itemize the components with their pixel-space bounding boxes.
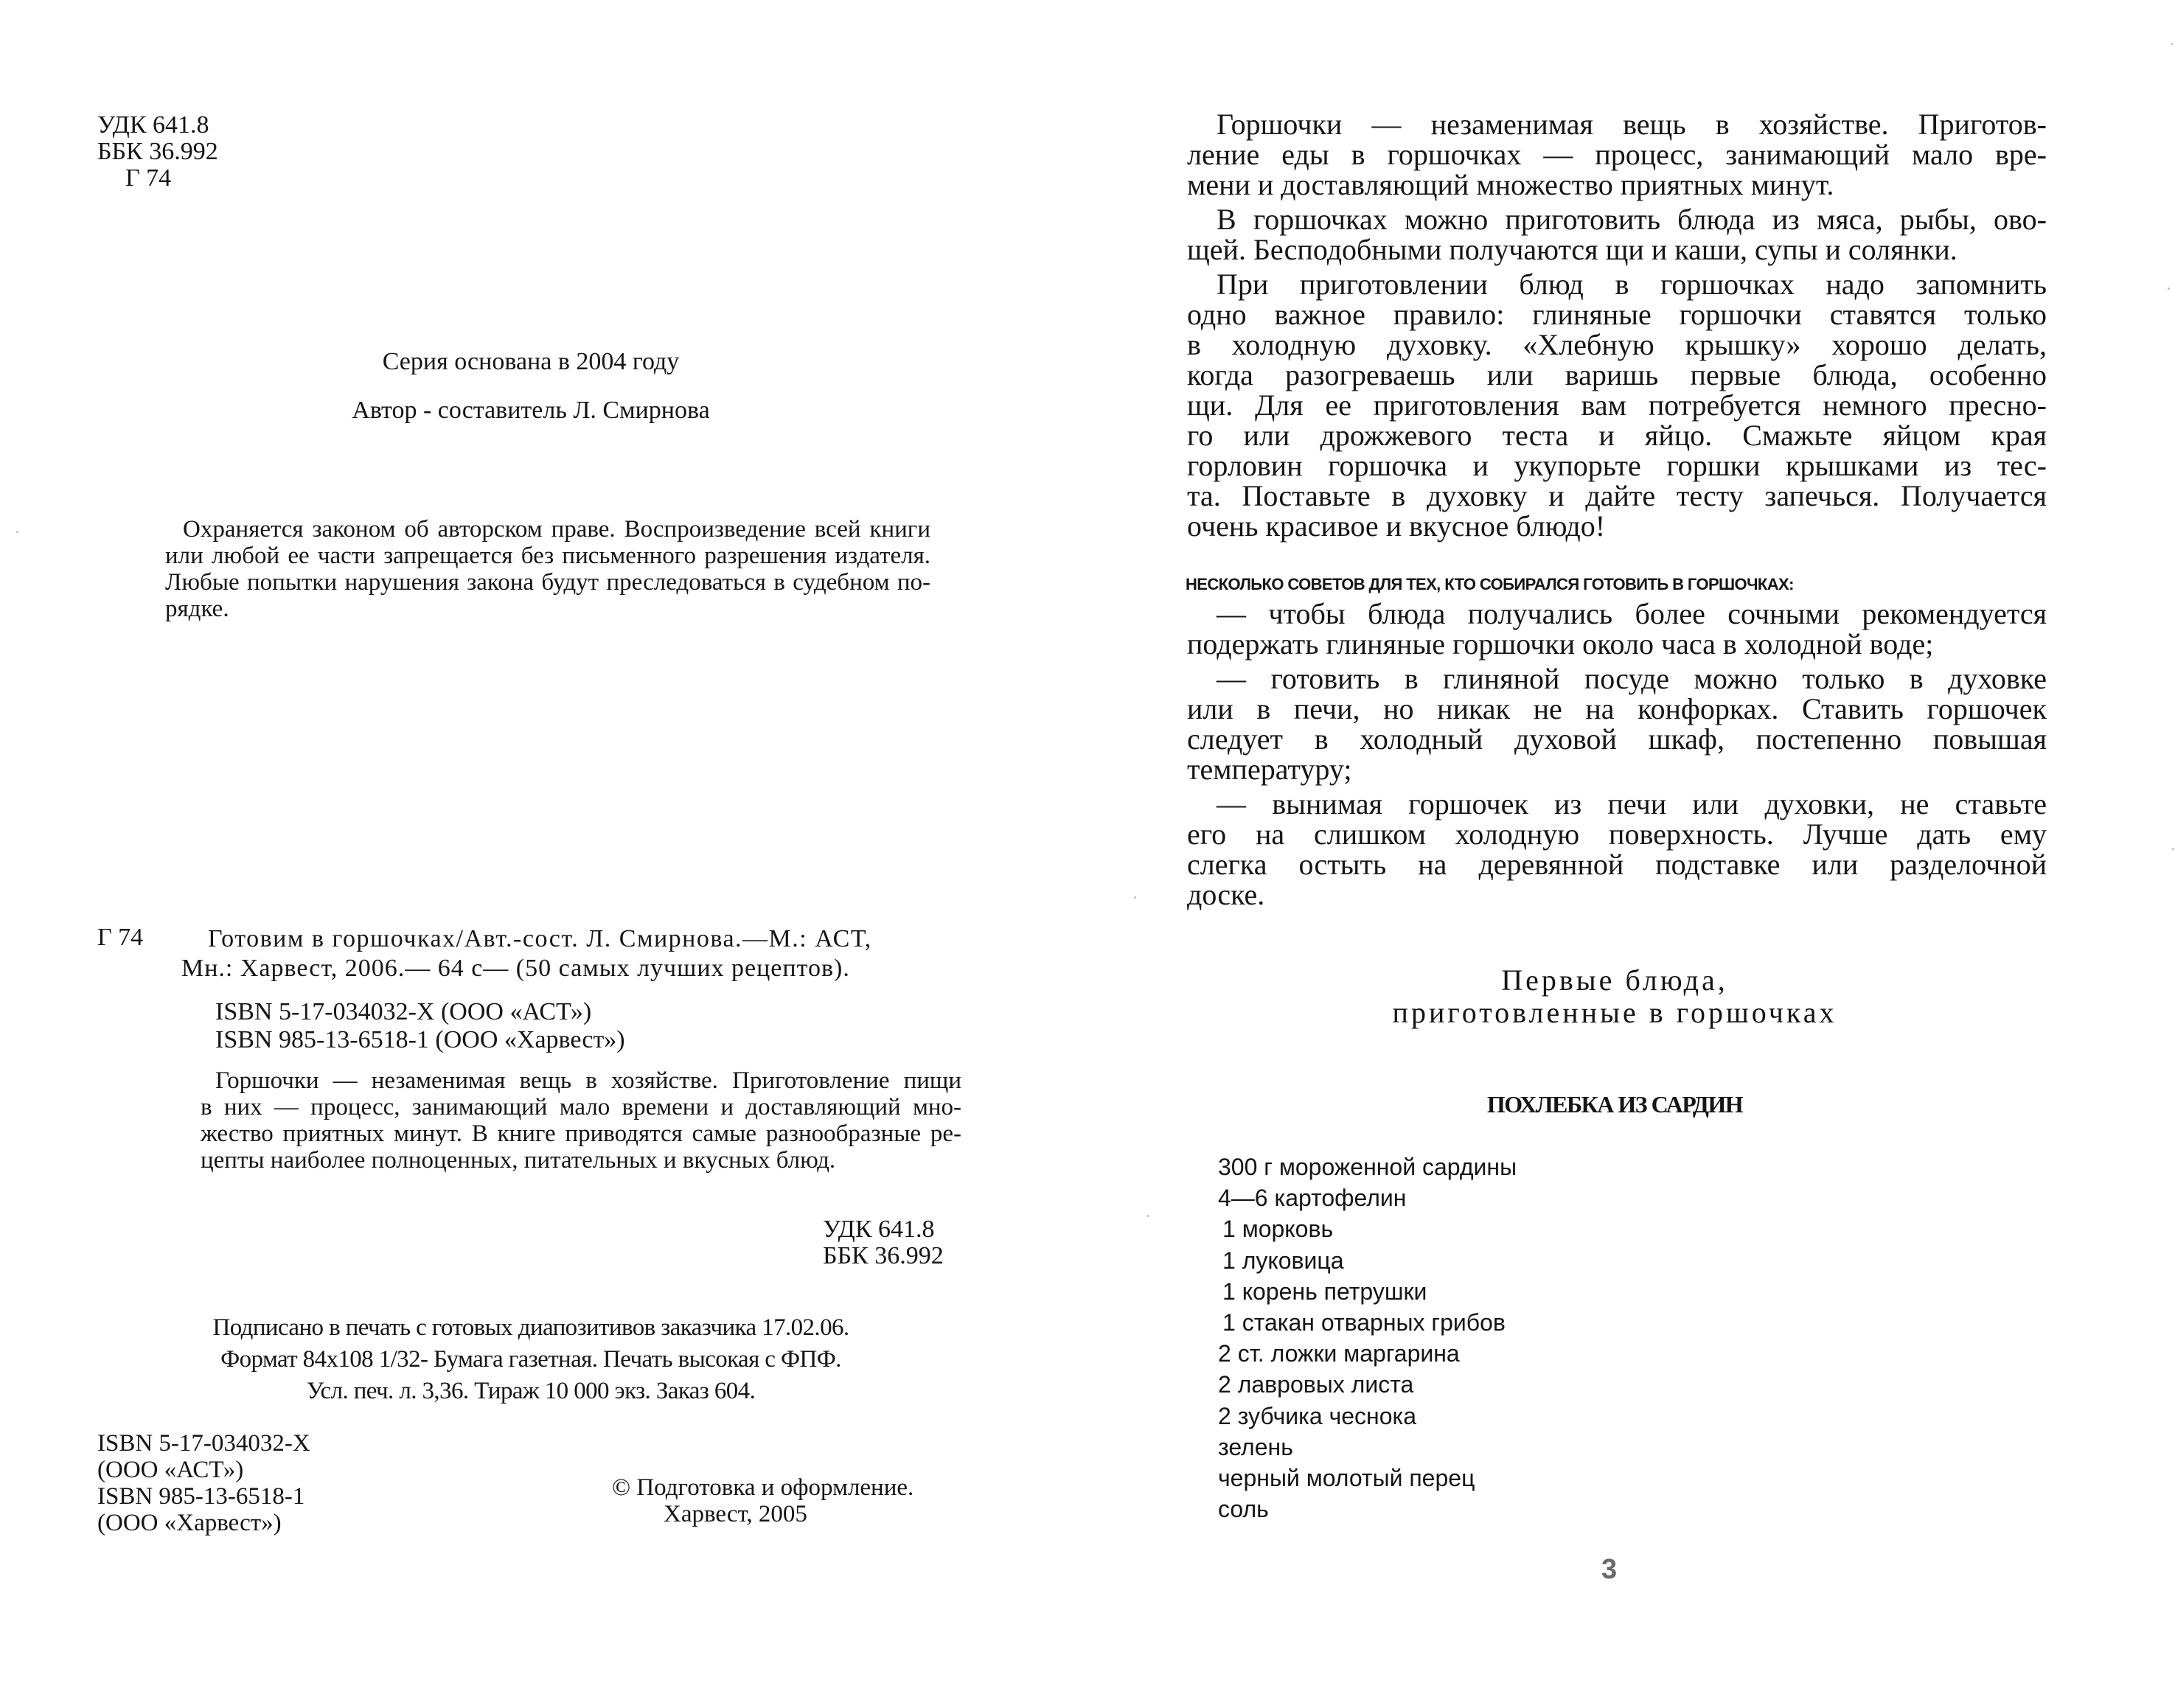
- tip-line: — вынимая горшочек из печи или духовки, не ставьте: [1217, 787, 2047, 820]
- catalog-entry-line: Готовим в горшочках/Авт.-сост. Л. Смирнова.—М.: АСТ,: [208, 925, 872, 952]
- intro-line: щей. Бесподобными получаются щи и каши, супы и солянки.: [1187, 233, 1958, 266]
- udk-classification-top: [97, 112, 218, 192]
- intro-line: одно важное правило: глиняные горшочки ставятся только: [1187, 298, 2047, 331]
- intro-line: горловин горшочка и укупорьте горшки крышками из тес-: [1187, 449, 2047, 482]
- ingredient-item: 2 зубчика чеснока: [1218, 1402, 1416, 1429]
- ingredient-item: черный молотый перец: [1218, 1465, 1475, 1492]
- tip-line: — чтобы блюда получались более сочными рекомендуется: [1217, 597, 2047, 630]
- ingredient-item: 1 корень петрушки: [1222, 1277, 1427, 1305]
- scan-speck: [2172, 848, 2174, 850]
- bbk-code: ББК 36.992: [97, 138, 218, 165]
- tip-item: [1187, 663, 2047, 784]
- abstract-line: в них — процесс, занимающий мало времени и доставляющий мно-: [201, 1094, 961, 1120]
- section-title-line: приготовленные в горшочках: [1392, 996, 1837, 1029]
- intro-line: очень красивое и вкусное блюдо!: [1187, 509, 1606, 543]
- intro-line: когда разогреваешь или варишь первые блюда, особенно: [1187, 358, 2047, 391]
- preparation-credit: [612, 1474, 914, 1527]
- tip-item: [1187, 599, 2047, 659]
- intro-line: го или дрожжевого теста и яйцо. Смажьте яйцом края: [1187, 419, 2047, 452]
- ingredient-item: 1 морковь: [1222, 1216, 1334, 1243]
- intro-line: В горшочках можно приготовить блюда из мяса, рыбы, ово-: [1217, 203, 2047, 236]
- tips-list: [1187, 599, 2047, 910]
- tip-line: следует в холодный духовой шкаф, постепенно повышая: [1187, 722, 2047, 756]
- preparation-credit-line: © Подготовка и оформление.: [612, 1474, 914, 1501]
- intro-line: мени и доставляющий множество приятных минут.: [1187, 168, 1834, 201]
- ingredient-item: 1 стакан отварных грибов: [1222, 1309, 1506, 1336]
- author-mark: Г 74: [125, 164, 172, 192]
- intro-line: Горшочки — незаменимая вещь в хозяйстве. Приготов-: [1217, 108, 2047, 141]
- intro-text: [1187, 109, 2047, 541]
- copyright-line: Любые попытки нарушения закона будут преследоваться в судебном по-: [165, 569, 930, 596]
- isbn-footer-line: ISBN 5-17-034032-X: [97, 1430, 310, 1457]
- tip-line: слегка остыть на деревянной подставке или разделочной: [1187, 848, 2047, 881]
- print-info-line: Формат 84x108 1/32- Бумага газетная. Печать высокая с ФПФ.: [220, 1346, 841, 1373]
- ingredients-list: [1218, 1151, 1517, 1524]
- series-note: Серия основана в 2004 году: [382, 348, 680, 375]
- isbn-block: [215, 998, 625, 1054]
- intro-line: в холодную духовку. «Хлебную крышку» хорошо делать,: [1187, 328, 2047, 361]
- abstract-line: цепты наиболее полноценных, питательных и вкусных блюд.: [201, 1147, 836, 1174]
- preparation-credit-line: Харвест, 2005: [664, 1501, 807, 1527]
- ingredient-item: зелень: [1218, 1433, 1293, 1460]
- bbk-code: ББК 36.992: [823, 1242, 944, 1269]
- print-info-line: Подписано в печать с готовых диапозитивов заказчика 17.02.06.: [212, 1314, 849, 1341]
- section-title: [1180, 964, 2050, 1029]
- scan-speck: [1147, 1215, 1149, 1217]
- scan-speck: [2168, 287, 2170, 290]
- scan-speck: [2171, 43, 2173, 45]
- tips-heading: НЕСКОЛЬКО СОВЕТОВ ДЛЯ ТЕХ, КТО СОБИРАЛСЯ ГОТОВИТЬ В ГОРШОЧКАХ:: [1186, 575, 1794, 593]
- abstract-line: жество приятных минут. В книге приводятся самые разнообразные ре-: [201, 1120, 961, 1147]
- tip-item: [1187, 789, 2047, 910]
- copyright-line: или любой ее части запрещается без письменного разрешения издателя.: [165, 543, 930, 569]
- intro-line: При приготовлении блюд в горшочках надо запомнить: [1217, 268, 2047, 301]
- copyright-line: рядке.: [165, 596, 229, 622]
- ingredient-item: 300 г мороженной сардины: [1218, 1154, 1517, 1180]
- intro-paragraph: [1187, 204, 2047, 265]
- ingredient-item: 1 луковица: [1222, 1247, 1344, 1274]
- tip-line: или в печи, но никак не на конфорках. Ставить горшочек: [1187, 692, 2047, 725]
- udk-code: УДК 641.8: [97, 111, 209, 139]
- udk-classification-bottom: [823, 1216, 944, 1269]
- page-number: 3: [1601, 1554, 1618, 1585]
- ingredient-item: 2 лавровых листа: [1218, 1371, 1414, 1398]
- isbn-footer: [97, 1430, 310, 1536]
- print-info-line: Усл. печ. л. 3,36. Тираж 10 000 экз. Заказ 604.: [306, 1378, 756, 1404]
- isbn-line: ISBN 985-13-6518-1 (ООО «Харвест»): [215, 1026, 625, 1053]
- tip-line: его на слишком холодную поверхность. Лучше дать ему: [1187, 818, 2047, 851]
- isbn-line: ISBN 5-17-034032-X (ООО «АСТ»): [215, 998, 592, 1025]
- tip-line: — готовить в глиняной посуде можно только в духовке: [1217, 662, 2047, 695]
- section-title-line: Первые блюда,: [1501, 963, 1728, 997]
- tip-line: доске.: [1187, 878, 1265, 911]
- author-note: Автор - составитель Л. Смирнова: [352, 397, 710, 424]
- copyright-line: Охраняется законом об авторском праве. Воспроизведение всей книги: [183, 516, 930, 543]
- ingredient-item: соль: [1218, 1496, 1269, 1523]
- isbn-footer-line: (ООО «Харвест»): [97, 1510, 282, 1536]
- isbn-footer-line: (ООО «АСТ»): [97, 1457, 244, 1483]
- abstract-line: Горшочки — незаменимая вещь в хозяйстве. Приготовление пищи: [215, 1067, 961, 1094]
- book-abstract: [201, 1067, 961, 1174]
- intro-line: та. Поставьте в духовку и дайте тесту запечься. Получается: [1187, 479, 2047, 512]
- intro-line: ление еды в горшочках — процесс, занимающий мало вре-: [1187, 138, 2047, 171]
- ingredient-item: 2 ст. ложки маргарина: [1218, 1340, 1460, 1367]
- copyright-notice: [165, 516, 930, 622]
- catalog-code: Г 74: [97, 924, 144, 951]
- isbn-footer-line: ISBN 985-13-6518-1: [97, 1483, 305, 1510]
- tip-line: подержать глиняные горшочки около часа в холодной воде;: [1187, 627, 1934, 660]
- tip-line: температуру;: [1187, 753, 1352, 786]
- catalog-entry-line: Мн.: Харвест, 2006.— 64 с— (50 самых лучших рецептов).: [181, 955, 850, 982]
- intro-paragraph: [1187, 109, 2047, 200]
- print-info: [0, 1312, 1062, 1407]
- scan-speck: [1134, 896, 1136, 899]
- intro-paragraph: [1187, 269, 2047, 541]
- ingredient-item: 4—6 картофелин: [1218, 1185, 1407, 1212]
- udk-code: УДК 641.8: [823, 1216, 935, 1243]
- recipe-title: ПОХЛЕБКА ИЗ САРДИН: [1486, 1091, 1743, 1118]
- catalog-entry: [181, 924, 956, 983]
- intro-line: щи. Для ее приготовления вам потребуется немного пресно-: [1187, 388, 2047, 422]
- scan-speck: [16, 531, 18, 533]
